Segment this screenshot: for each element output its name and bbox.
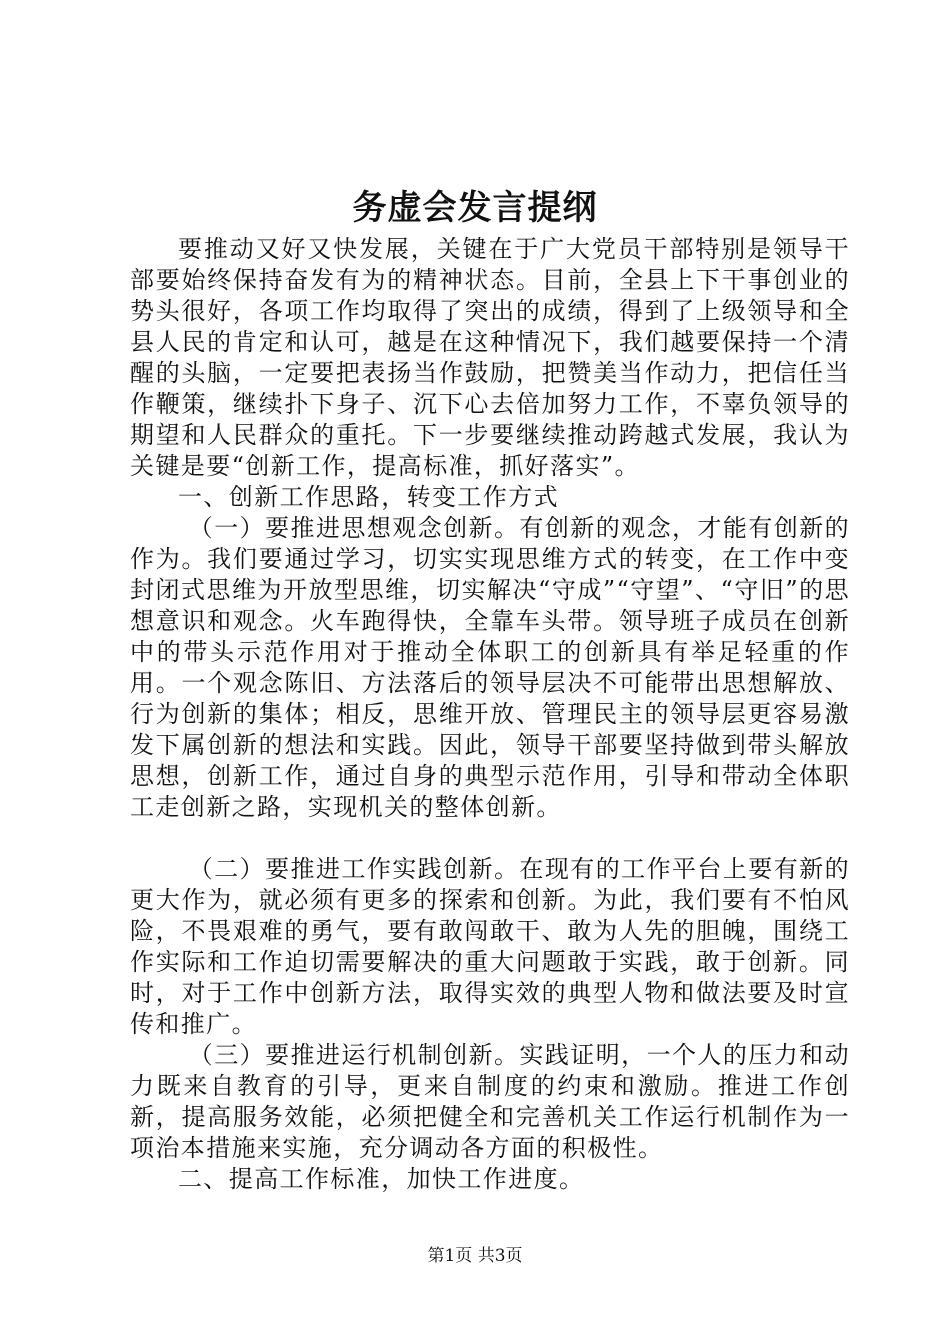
heading-section-2: 二、提高工作标准，加快工作进度。 <box>178 1165 585 1193</box>
paragraph-intro: 要推动又好又快发展，关键在于广大党员干部特别是领导干部要始终保持奋发有为的精神状态。目前，全县上下干事创业的势头很好，各项工作均取得了突出的成绩，得到了上级领导和全县人民的肯定和认可，越是在这种情况下，我们越要保持一个清醒的头脑，一定要把表扬当作鼓励，把赞美当作动力，把信任当作鞭策，继续扑下身子、沉下心去倍加努力工作，不辜负领导的期望和人民群众的重托。下一步要继续推动跨越式发展，我认为关键是要“创新工作，提高标准，抓好落实”。 <box>130 235 850 480</box>
paragraph-item-2: （二）要推进工作实践创新。在现有的工作平台上要有新的更大作为，就必须有更多的探索和创新。为此，我们要有不怕风险，不畏艰难的勇气，要有敢闯敢干、敢为人先的胆魄，围绕工作实际和工作迫切需要解决的重大问题敢于实践，敢于创新。同时，对于工作中创新方法，取得实效的典型人物和做法要及时宣传和推广。 <box>130 855 850 1038</box>
document-body <box>130 234 850 1195</box>
page-number-footer: 第1页 共3页 <box>427 1246 523 1266</box>
paragraph-item-1: （一）要推进思想观念创新。有创新的观念，才能有创新的作为。我们要通过学习，切实实现思维方式的转变，在工作中变封闭式思维为开放型思维，切实解决“守成”“守望”、“守旧”的思想意识和观念。火车跑得快，全靠车头带。领导班子成员在创新中的带头示范作用对于推动全体职工的创新具有举足轻重的作用。一个观念陈旧、方法落后的领导层决不可能带出思想解放、行为创新的集体；相反，思维开放、管理民主的领导层更容易激发下属创新的想法和实践。因此，领导干部要坚持做到带头解放思想，创新工作，通过自身的典型示范作用，引导和带动全体职工走创新之路，实现机关的整体创新。 <box>130 514 850 821</box>
paragraph-item-3: （三）要推进运行机制创新。实践证明，一个人的压力和动力既来自教育的引导，更来自制度的约束和激励。推进工作创新，提高服务效能，必须把健全和完善机关工作运行机制作为一项治本措施来实施，充分调动各方面的积极性。 <box>130 1041 850 1162</box>
document-title: 务虚会发言提纲 <box>352 188 598 228</box>
heading-section-1: 一、创新工作思路，转变工作方式 <box>178 483 559 511</box>
